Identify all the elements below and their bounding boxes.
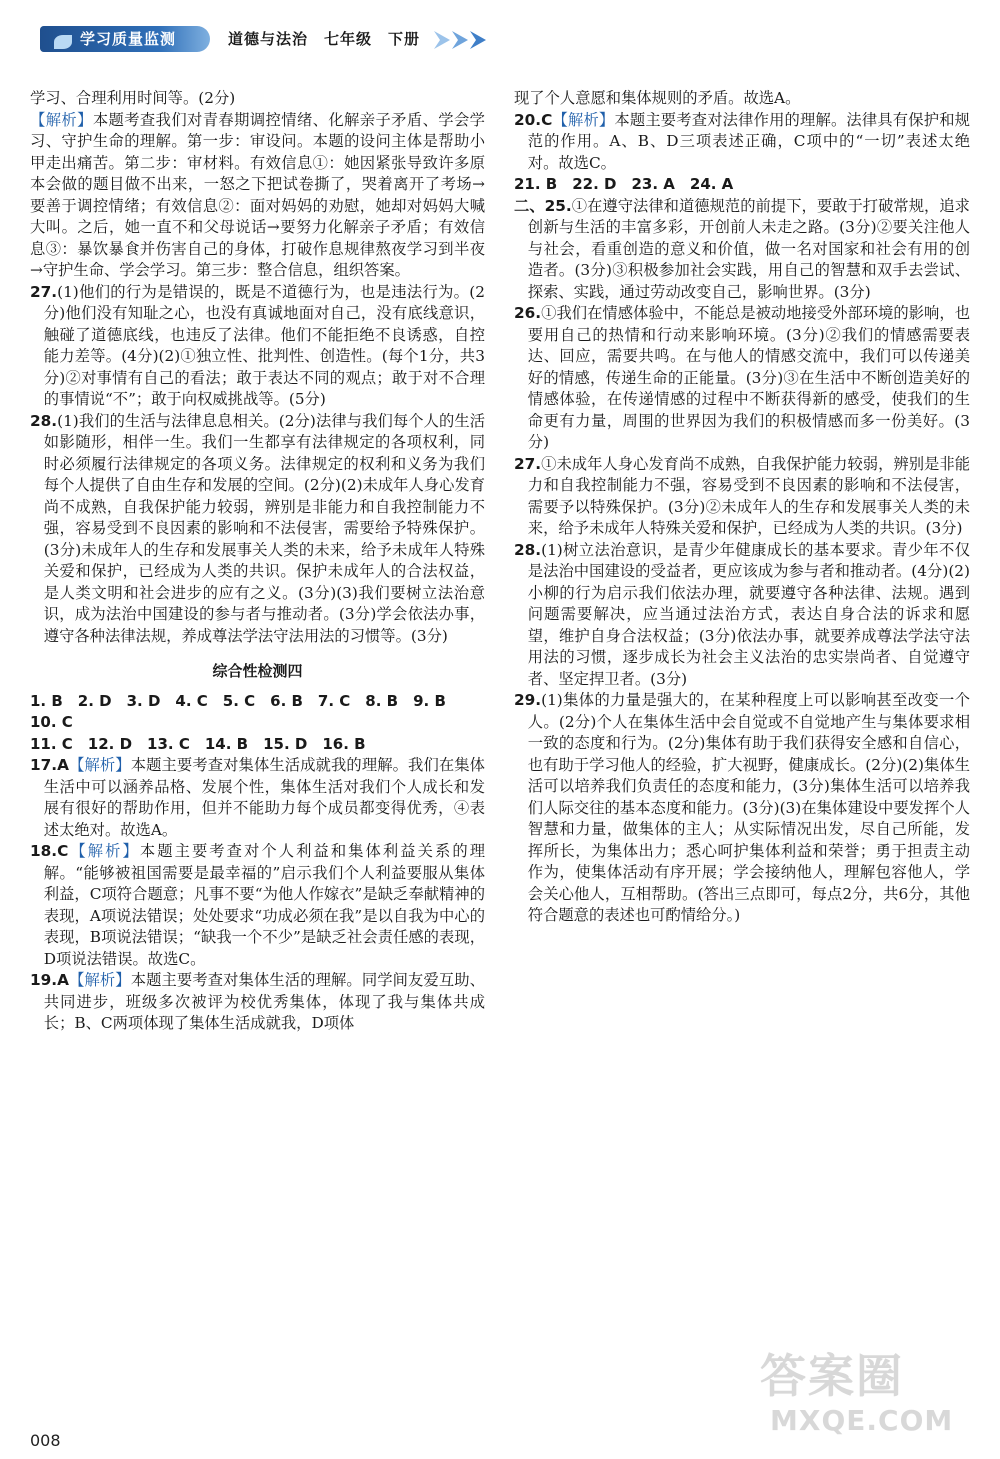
question-27-answer bbox=[514, 454, 970, 540]
question-29-answer bbox=[514, 690, 970, 927]
analysis-tag: 【解析】 bbox=[68, 842, 140, 860]
answer-text: ①我们在情感体验中，不能总是被动地接受外部环境的影响，也要用自己的热情和行动来影响环境。(3分)②我们的情感需要表达、回应，需要共鸣。在与他人的情感交流中，我们可以传递美好的情感，传递生命的正能量。(3分)③在生活中不断创造美好的情感体验，在传递情感的过程中不断获得新的感受，使我们的生命更有力量，周围的世界因为我们的积极情感而多一份美好。(3分) bbox=[527, 304, 970, 451]
answer-continuation: 现了个人意愿和集体规则的矛盾。故选A。 bbox=[514, 89, 801, 107]
book-subject: 道德与法治 七年级 下册 bbox=[228, 30, 421, 48]
leaf-icon bbox=[54, 35, 72, 49]
question-number: 20. bbox=[514, 110, 542, 129]
chevron-arrows-icon bbox=[432, 29, 502, 51]
question-28-answer bbox=[30, 411, 485, 648]
page-number: 008 bbox=[30, 1431, 61, 1450]
question-number: 二、25. bbox=[514, 196, 572, 215]
question-number: 18. bbox=[30, 842, 58, 860]
answer-text: 本题主要考查对法律作用的理解。法律具有保护和规范的作用。A、B、D三项表述正确，C项中的“一切”表述太绝对。故选C。 bbox=[527, 110, 970, 172]
question-number: 27. bbox=[30, 282, 58, 301]
analysis-tag: 【解析】 bbox=[68, 971, 131, 989]
answer-text: 本题主要考查对个人利益和集体利益关系的理解。“能够被祖国需要是最幸福的”启示我们个人利益要服从集体利益，C项符合题意；凡事不要“为他人作嫁衣”是缺乏奉献精神的表现，A项说法错误；处处要求“功成必须在我”是以自我为中心的表现，B项说法错误；“缺我一个不少”是缺乏社会责任感的表现，D项说法错误。故选C。 bbox=[43, 842, 485, 968]
question-27-answer bbox=[30, 282, 485, 411]
analysis-tag: 【解析】 bbox=[68, 756, 131, 774]
answer-text: 本题主要考查对集体生活的理解。同学间友爱互助、共同进步，班级多次被评为校优秀集体，体现了我与集体共成长；B、C两项体现了集体生活成就我，D项体 bbox=[43, 971, 485, 1032]
analysis-tag: 【解析】 bbox=[552, 110, 615, 129]
watermark-url: MXQE.COM bbox=[770, 1404, 954, 1437]
choice-answers-row-3: 21. B 22. D 23. A 24. A bbox=[514, 175, 734, 193]
question-number: 28. bbox=[514, 540, 542, 559]
choice-letter: C bbox=[541, 110, 553, 129]
analysis-text: 本题考查我们对青春期调控情绪、化解亲子矛盾、学会学习、守护生命的理解。第一步：审设问。本题的设问主体是帮助小甲走出痛苦。第二步：审材料。有效信息①：她因紧张导致许多原本会做的题目做不出来，一怒之下把试卷撕了，哭着离开了考场→要善于调控情绪；有效信息②：面对妈妈的劝慰，她却对妈妈大喊大叫。之后，她一直不和父母说话→要努力化解亲子矛盾；有效信息③：暴饮暴食并伤害自己的身体，打破作息规律熬夜学习到半夜→守护生命、学会学习。第三步：整合信息，组织答案。 bbox=[30, 110, 485, 279]
answer-text: (1)他们的行为是错误的，既是不道德行为，也是违法行为。(2分)他们没有知耻之心，也没有真诚地面对自己，没有底线意识，触碰了道德底线，也违反了法律。他们不能拒绝不良诱惑，自控能力差等。(4分)(2)①独立性、批判性、创造性。(每个1分，共3分)②对事情有自己的看法；敢于表达不同的观点；敢于对不合理的事情说“不”；敢于向权威挑战等。(5分) bbox=[43, 282, 485, 408]
analysis-tag: 【解析】 bbox=[30, 110, 93, 129]
left-column bbox=[30, 88, 485, 1035]
question-20-answer bbox=[514, 110, 970, 175]
answer-text: 本题主要考查对集体生活成就我的理解。我们在集体生活中可以涵养品格、发展个性，集体生活对我们个人成长和发展有很好的帮助作用，但并不能助力每个成员都变得优秀，④表述太绝对。故选A。 bbox=[43, 756, 485, 839]
question-17-answer bbox=[30, 755, 485, 841]
choice-letter: C bbox=[57, 842, 69, 860]
question-number: 26. bbox=[514, 304, 542, 322]
page-header bbox=[30, 22, 480, 56]
right-column bbox=[514, 88, 970, 927]
watermark-logo bbox=[760, 1340, 990, 1450]
answer-continuation: 学习、合理利用时间等。(2分) bbox=[30, 89, 236, 107]
question-number: 28. bbox=[30, 411, 58, 430]
choice-answers-row-2: 11. C 12. D 13. C 14. B 15. D 16. B bbox=[30, 734, 366, 753]
question-number: 29. bbox=[514, 691, 542, 709]
question-number: 17. bbox=[30, 756, 58, 774]
question-19-answer bbox=[30, 970, 485, 1035]
question-25-answer bbox=[514, 196, 970, 304]
question-number: 27. bbox=[514, 454, 542, 473]
answer-text: (1)树立法治意识，是青少年健康成长的基本要求。青少年不仅是法治中国建设的受益者，更应该成为参与者和推动者。(4分)(2)小柳的行为启示我们依法办理，就要遵守各种法律、法规。遇到问题需要解决，应当通过法治方式，表达自身合法的诉求和愿望，维护自身合法权益；(3分)依法办事，就要养成尊法学法守法用法的习惯，逐步成长为社会主义法治的忠实崇尚者、自觉遵守者、坚定捍卫者。(3分) bbox=[527, 540, 970, 688]
answer-text: ①未成年人身心发育尚不成熟，自我保护能力较弱，辨别是非能力和自我控制能力不强，容易受到不良因素的影响和不法侵害，需要予以特殊保护。(3分)②未成年人的生存和发展事关人类的未来，给予未成年人特殊关爱和保护，已经成为人类的共识。(3分) bbox=[527, 454, 970, 537]
question-26-answer bbox=[514, 303, 970, 454]
choice-letter: A bbox=[57, 756, 69, 774]
series-badge-label: 学习质量监测 bbox=[80, 30, 177, 48]
answer-text: (1)我们的生活与法律息息相关。(2分)法律与我们每个人的生活如影随形，相伴一生。我们一生都享有法律规定的各项权利，同时必须履行法律规定的各项义务。法律规定的权利和义务为我们每个人提供了自由生存和发展的空间。(2分)(2)未成年人身心发育尚不成熟，自我保护能力较弱，辨别是非能力和自我控制能力不强，容易受到不良因素的影响和不法侵害，需要给予特殊保护。(3分)未成年人的生存和发展事关人类的未来，给予未成年人特殊关爱和保护，已经成为人类的共识。保护未成年人的合法权益，是人类文明和社会进步的应有之义。(3分)(3)我们要树立法治意识，成为法治中国建设的参与者与推动者。(3分)学会依法办事，遵守各种法律法规，养成尊法学法守法用法的习惯等。(3分) bbox=[43, 411, 485, 645]
question-28-answer bbox=[514, 540, 970, 691]
section-title: 综合性检测四 bbox=[212, 662, 303, 680]
series-badge bbox=[40, 26, 210, 52]
analysis-paragraph bbox=[30, 110, 485, 282]
watermark-text: 答案圈 bbox=[760, 1349, 904, 1403]
choice-answers-row-1: 1. B 2. D 3. D 4. C 5. C 6. B 7. C 8. B 9. B 10. C bbox=[30, 691, 461, 731]
question-number: 19. bbox=[30, 971, 58, 989]
choice-letter: A bbox=[57, 971, 69, 989]
question-18-answer bbox=[30, 841, 485, 970]
answer-text: ①在遵守法律和道德规范的前提下，要敢于打破常规，追求创新与生活的丰富多彩，开创前人未走之路。(3分)②要关注他人与社会，看重创造的意义和价值，做一名对国家和社会有用的创造者。(3分)③积极参加社会实践，用自己的智慧和双手去尝试、探索、实践，通过劳动改变自己，影响世界。(3分) bbox=[527, 196, 970, 301]
answer-text: (1)集体的力量是强大的，在某种程度上可以影响甚至改变一个人。(2分)个人在集体生活中会自觉或不自觉地产生与集体要求相一致的态度和行为。(2分)集体有助于我们获得安全感和自信心，也有助于学习他人的经验，扩大视野，健康成长。(2分)(2)集体生活可以培养我们负责任的态度和能力，(3分)集体生活可以培养我们人际交往的基本态度和能力。(3分)(3)在集体建设中要发挥个人智慧和力量，做集体的主人；从实际情况出发，尽自己所能，发挥所长，为集体出力；悉心呵护集体利益和荣誉；勇于担责主动作为，使集体活动有序开展；学会接纳他人，理解包容他人，学会关心他人，互相帮助。(答出三点即可，每点2分，共6分，其他符合题意的表述也可酌情给分。) bbox=[527, 691, 970, 924]
